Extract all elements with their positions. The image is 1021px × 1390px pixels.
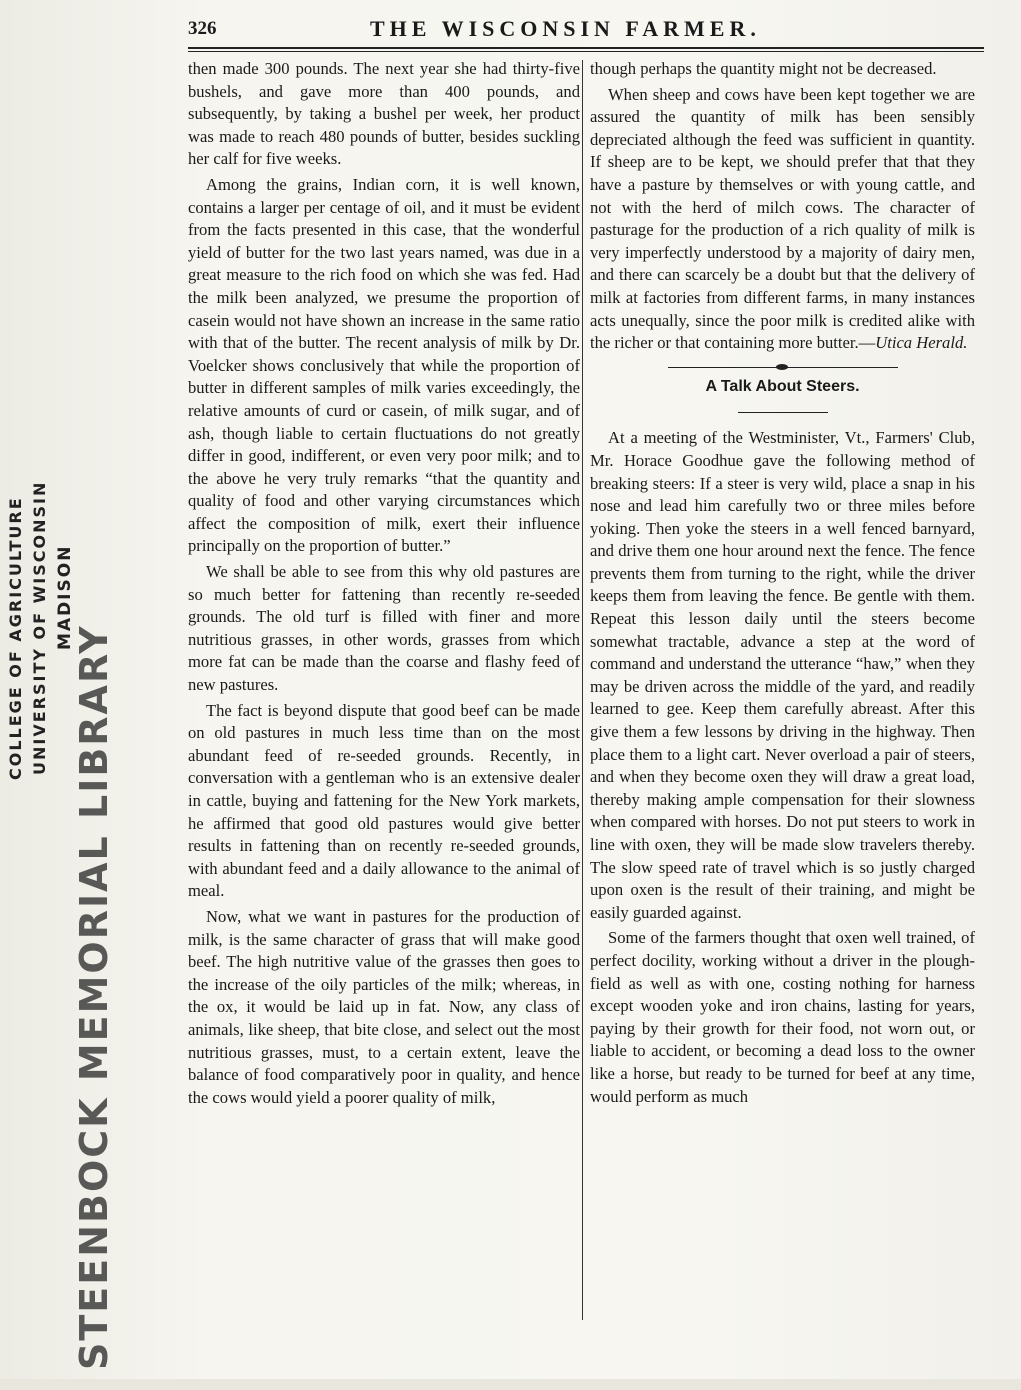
stamp-line-college: COLLEGE OF AGRICULTURE — [6, 496, 25, 780]
stamp-line-library: STEENBOCK MEMORIAL LIBRARY — [72, 624, 116, 1370]
right-paragraph: Some of the farmers thought that oxen well trained, of perfect docility, working without a driver in the plough-field as well as with one, costing nothing for harness except wooden yoke and iron chains, lasting for years, paying by their growth for their food, not worn out, or liable to accident, or becoming a dead loss to the owner like a horse, but ready to be turned for beef at any time, would perform as much — [590, 928, 975, 1106]
column-divider — [582, 60, 583, 1320]
left-paragraph: Among the grains, Indian corn, it is well known, contains a larger per centage of oil, and it must be evident from the facts presented in this case, that the wonderful yield of butter for the two last years named, was due in a great measure to the rich food on which she was fed. Had the milk been analyzed, we presume the proportion of casein would not have shown an increase in the same ratio with that of the butter. The recent analysis of milk by Dr. Voelcker shows conclusively that while the proportion of butter in different samples of milk varies exceedingly, the relative amounts of curd or casein, of milk sugar, and of ash, though liable to certain fluctuations do not greatly differ in good, indifferent, or even very poor milk; and to the above he very truly remarks “that the quantity and quality of food and other varying circumstances which affect the composition of milk, exert their influence principally on the proportion of butter.” — [188, 174, 580, 556]
article-title: A Talk About Steers. — [705, 377, 860, 395]
right-paragraph — [590, 84, 975, 355]
right-paragraph-text: When sheep and cows have been kept together we are assured the quantity of milk has been sensibly depreciated although the feed was sufficient in quantity. If sheep are to be kept, we should prefer that that they have a pasture by themselves or with young cattle, and not with the herd of milch cows. The character of pasturage for the production of a rich quality of milk is very imperfectly understood by a majority of dairy men, and there can scarcely be a doubt but that the delivery of milk at factories from different farms, in many instances acts unequally, since the poor milk is credited alike with the richer or that containing more butter.— — [590, 84, 975, 353]
stamp-line-madison: MADISON — [55, 544, 75, 650]
title-underline — [738, 412, 828, 413]
section-divider — [668, 367, 898, 368]
right-column — [590, 58, 975, 1108]
page-header — [188, 12, 988, 48]
journal-title: THE WISCONSIN FARMER. — [370, 16, 761, 41]
left-paragraph: We shall be able to see from this why old pastures are so much better for fattening than recently re-seeded grounds. The old turf is filled with finer and more nutritious grasses, in other words, grasses from which more fat can be made than the coarse and flashy feed of new pastures. — [188, 562, 580, 695]
left-paragraph: then made 300 pounds. The next year she had thirty-five bushels, and gave more than 400 pounds, and subsequently, by taking a bushel per week, her product was made to reach 480 pounds of butter, besides suckling her calf for five weeks. — [188, 59, 580, 169]
library-stamp — [0, 430, 120, 1390]
left-paragraph: Now, what we want in pastures for the production of milk, is the same character of grass that will make good beef. The high nutritive value of the grasses then goes to the increase of the oily particles of the milk; whereas, in the ox, it would be laid up in fat. Now, any class of animals, like sheep, that bite close, and select out the most nutritious grasses, must, to a certain extent, leave the balance of food comparatively poor in quality, and hence the cows would yield a poorer quality of milk, — [188, 906, 580, 1107]
attribution: Utica Herald. — [875, 333, 968, 353]
header-rule — [188, 47, 984, 52]
left-column — [188, 58, 580, 1109]
right-paragraph: though perhaps the quantity might not be decreased. — [590, 59, 937, 78]
stamp-line-university: UNIVERSITY OF WISCONSIN — [30, 480, 49, 775]
left-paragraph: The fact is beyond dispute that good beef can be made on old pastures in much less time than on the most abundant feed of re-seeded grounds. Recently, in conversation with a gentleman who is an extensive dealer in cattle, buying and fattening for the New York markets, he affirmed that good old pastures would give better results in fattening than on recently re-seeded grounds, with abundant feed and a daily allowance to the animal of meal. — [188, 700, 580, 901]
right-paragraph: At a meeting of the Westminister, Vt., Farmers' Club, Mr. Horace Goodhue gave the following method of breaking steers: If a steer is very wild, place a snap in his nose and lead him carefully two or three miles before yoking. Then yoke the steers in a well fenced barnyard, and drive them one hour around next the fence. The fence prevents them from turning to the right, while the driver keeps them from leaving the fence. Be gentle with them. Repeat this lesson daily until the steers become somewhat tractable, advance a step at the word of command and understand the utterance “haw,” when they may be driven across the middle of the yard, and readily learned to gee. Keep them carefully abreast. After this give them a few lessons by driving in the highway. Then place them to a light cart. Never overload a pair of steers, and when they become oxen they will draw a great load, thereby making ample compensation for their slowness when compared with horses. Do not put steers to work in line with oxen, they will be made slow travelers thereby. The slow speed rate of travel which is so justly charged upon oxen is the result of their training, and might be easily guarded against. — [590, 428, 975, 922]
page-number: 326 — [188, 18, 217, 39]
